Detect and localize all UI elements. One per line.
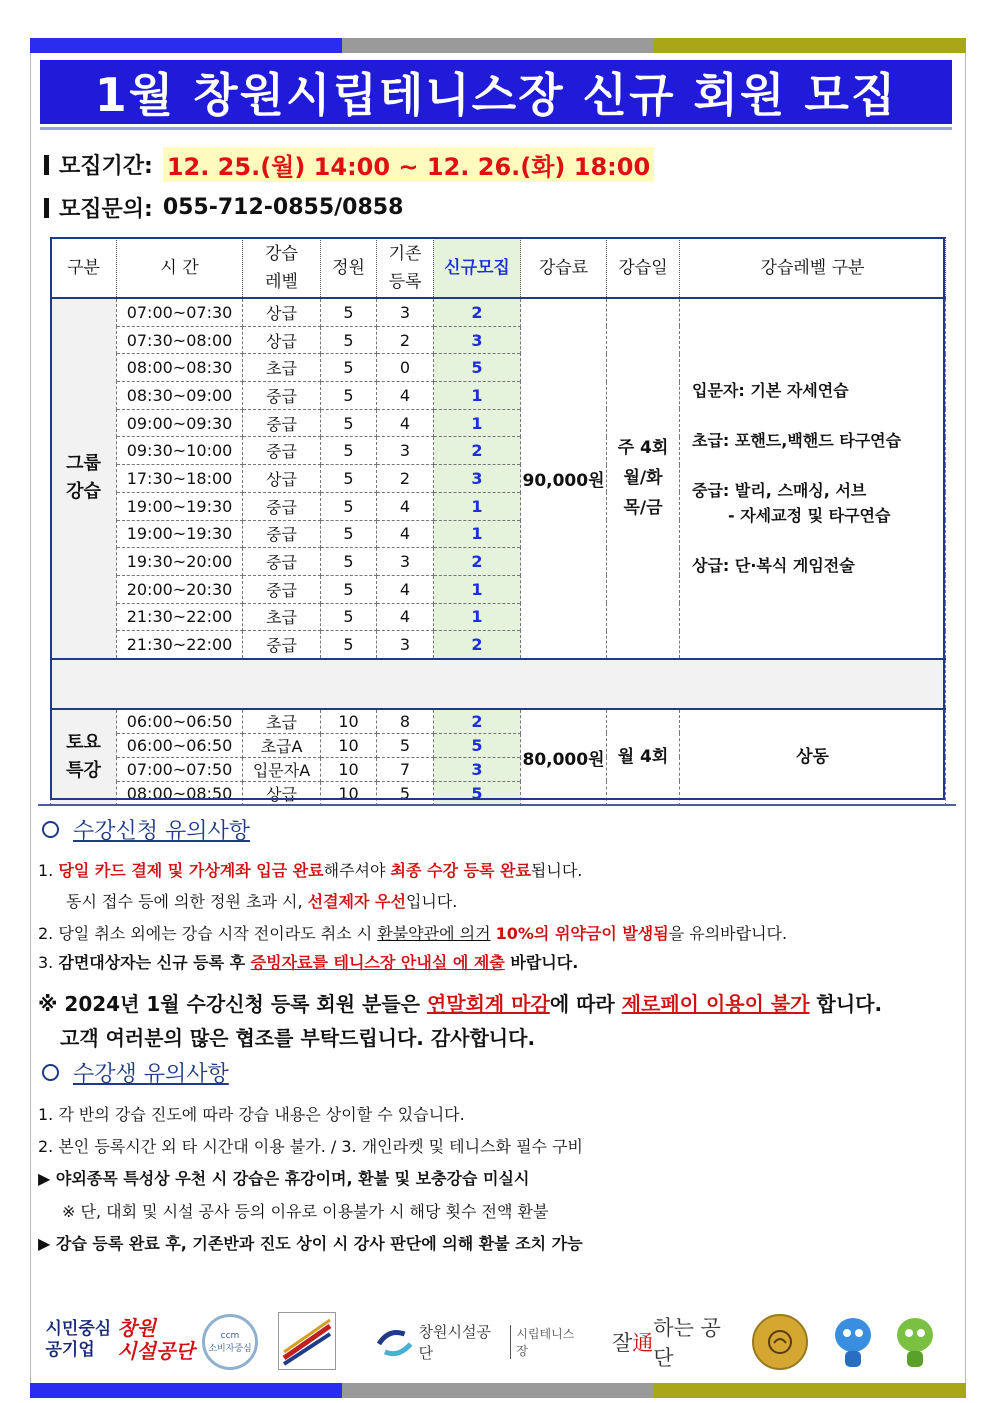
header-days: 강습일 (607, 238, 680, 299)
page-title-box (40, 60, 952, 124)
time-cell: 19:00~19:30 (117, 520, 243, 548)
level-cell: 초급 (243, 354, 321, 382)
time-cell: 07:30~08:00 (117, 326, 243, 354)
new-recruit-cell: 2 (434, 709, 521, 734)
time-cell: 21:30~22:00 (117, 603, 243, 631)
existing-cell: 4 (377, 603, 434, 631)
level-desc-novice: 초급: 포핸드,백핸드 타구연습 (692, 431, 902, 451)
saturday-level-cell: 상동 (680, 709, 946, 806)
time-cell: 17:30~18:00 (117, 465, 243, 493)
changwon-facilities-logo: 창원시설공단 시립테니스장 (375, 1320, 585, 1364)
header-capacity: 정원 (321, 238, 377, 299)
new-recruit-cell: 1 (434, 575, 521, 603)
header-category: 구분 (51, 238, 117, 299)
level-cell: 상급 (243, 781, 321, 805)
existing-cell: 4 (377, 575, 434, 603)
section-heading-application: 수강신청 유의사항 (42, 814, 250, 845)
new-recruit-cell: 1 (434, 382, 521, 410)
capacity-cell: 5 (321, 603, 377, 631)
existing-cell: 5 (377, 733, 434, 757)
existing-cell: 4 (377, 409, 434, 437)
section-heading-student: 수강생 유의사항 (42, 1057, 229, 1088)
group-category-cell: 그룹 강습 (51, 298, 117, 659)
time-cell: 08:30~09:00 (117, 382, 243, 410)
table-row (51, 298, 946, 326)
capacity-cell: 5 (321, 354, 377, 382)
contact-value: 055-712-0855/0858 (162, 195, 404, 220)
notice-line-1: 1. 당일 카드 결제 및 가상계좌 입금 완료해주셔야 최종 수강 등록 완료됩니다. (38, 861, 583, 880)
notice-line-4: 3. 감면대상자는 신규 등록 후 증빙자료를 테니스장 안내실 에 제출 바랍니다. (38, 953, 579, 972)
ccm-certification-logo: ccm 소비자중심 (202, 1314, 258, 1370)
new-recruit-cell: 2 (434, 298, 521, 326)
citizen-centered-logo: 시민중심 공기업 창원 시설공단 (45, 1316, 195, 1363)
existing-cell: 3 (377, 298, 434, 326)
time-cell: 19:30~20:00 (117, 548, 243, 576)
capacity-cell: 5 (321, 520, 377, 548)
group-fee-cell: 90,000원 (521, 298, 607, 659)
new-recruit-cell: 1 (434, 603, 521, 631)
capacity-cell: 5 (321, 492, 377, 520)
time-cell: 08:00~08:30 (117, 354, 243, 382)
level-description-cell (680, 298, 946, 659)
student-line-4: ※ 단, 대회 및 시설 공사 등의 이유로 이용불가 시 해당 횟수 전액 환불 (62, 1202, 549, 1221)
level-cell: 초급 (243, 603, 321, 631)
contact-label: 모집문의: (59, 197, 153, 222)
level-desc-intermediate-detail: - 자세교정 및 타구연습 (728, 506, 891, 526)
time-cell: 19:00~19:30 (117, 492, 243, 520)
recruit-period (44, 147, 654, 182)
time-cell: 09:30~10:00 (117, 437, 243, 465)
new-recruit-cell: 5 (434, 354, 521, 382)
title-underline (40, 127, 952, 130)
level-cell: 상급 (243, 298, 321, 326)
new-recruit-cell: 1 (434, 492, 521, 520)
existing-cell: 4 (377, 520, 434, 548)
time-cell: 08:00~08:50 (117, 781, 243, 805)
new-recruit-cell: 2 (434, 548, 521, 576)
time-cell: 07:00~07:50 (117, 757, 243, 781)
capacity-cell: 5 (321, 382, 377, 410)
mascot-blue-icon (828, 1312, 878, 1372)
level-cell: 중급 (243, 382, 321, 410)
human-rights-seal-icon (752, 1314, 808, 1370)
level-desc-advanced: 상급: 단·복식 게임전술 (692, 556, 855, 576)
bottom-color-bar (30, 1383, 966, 1398)
saturday-fee-cell: 80,000원 (521, 709, 607, 806)
level-cell: 초급 (243, 709, 321, 734)
table-underline (38, 804, 956, 806)
corp-emblem-icon (375, 1324, 414, 1360)
capacity-cell: 10 (321, 757, 377, 781)
level-cell: 상급 (243, 326, 321, 354)
capacity-cell: 5 (321, 326, 377, 354)
header-fee: 강습료 (521, 238, 607, 299)
existing-cell: 2 (377, 326, 434, 354)
student-line-3: ▶ 야외종목 특성상 우천 시 강습은 휴강이며, 환불 및 보충강습 미실시 (38, 1169, 530, 1188)
header-level: 강습 레벨 (243, 238, 321, 299)
header-level-desc: 강습레벨 구분 (680, 238, 946, 299)
header-new: 신규모집 (434, 238, 521, 299)
slogan-logo: 잘 通 하는 공단 (612, 1316, 721, 1370)
level-cell: 중급 (243, 548, 321, 576)
new-recruit-cell: 2 (434, 631, 521, 659)
capacity-cell: 5 (321, 465, 377, 493)
capacity-cell: 5 (321, 437, 377, 465)
capacity-cell: 10 (321, 781, 377, 805)
existing-cell: 5 (377, 781, 434, 805)
existing-cell: 7 (377, 757, 434, 781)
time-cell: 06:00~06:50 (117, 709, 243, 734)
existing-cell: 8 (377, 709, 434, 734)
existing-cell: 3 (377, 548, 434, 576)
capacity-cell: 5 (321, 631, 377, 659)
level-cell: 상급 (243, 465, 321, 493)
saturday-category-cell: 토요 특강 (51, 709, 117, 806)
existing-cell: 3 (377, 437, 434, 465)
existing-cell: 2 (377, 465, 434, 493)
mascot-green-icon (888, 1312, 942, 1372)
circle-bullet-icon (42, 1064, 59, 1081)
capacity-cell: 5 (321, 575, 377, 603)
existing-cell: 3 (377, 631, 434, 659)
header-time: 시 간 (117, 238, 243, 299)
footer-logos (40, 1310, 952, 1376)
circle-bullet-icon (42, 821, 59, 838)
notice-line-2: 동시 접수 등에 의한 정원 초과 시, 선결제자 우선입니다. (66, 892, 458, 911)
capacity-cell: 5 (321, 409, 377, 437)
time-cell: 20:00~20:30 (117, 575, 243, 603)
time-cell: 21:30~22:00 (117, 631, 243, 659)
bullet-mark (44, 155, 49, 175)
capacity-cell: 10 (321, 709, 377, 734)
student-line-2: 2. 본인 등록시간 외 타 시간대 이용 불가. / 3. 개인라켓 및 테니스화 필수 구비 (38, 1137, 583, 1156)
new-recruit-cell: 1 (434, 520, 521, 548)
new-recruit-cell: 5 (434, 733, 521, 757)
capacity-cell: 10 (321, 733, 377, 757)
level-cell: 중급 (243, 520, 321, 548)
recruit-contact (44, 192, 403, 223)
table-spacer-row (51, 659, 946, 709)
table-header-row (51, 238, 946, 299)
notice-line-5: ※ 2024년 1월 수강신청 등록 회원 분들은 연말회계 마감에 따라 제로페이 이용이 불가 합니다. (38, 992, 883, 1016)
bullet-mark (44, 198, 49, 218)
new-recruit-cell: 3 (434, 326, 521, 354)
student-line-1: 1. 각 반의 강습 진도에 따라 강습 내용은 상이할 수 있습니다. (38, 1105, 465, 1124)
page-title: 1월 창원시립테니스장 신규 회원 모집 (94, 68, 898, 122)
level-cell: 초급A (243, 733, 321, 757)
student-line-5: ▶ 강습 등록 완료 후, 기존반과 진도 상이 시 강사 판단에 의해 환불 조치 가능 (38, 1234, 583, 1253)
new-recruit-cell: 3 (434, 757, 521, 781)
period-value: 12. 25.(월) 14:00 ~ 12. 26.(화) 18:00 (163, 147, 654, 182)
level-desc-intermediate: 중급: 발리, 스매싱, 서브 (692, 481, 867, 501)
time-cell: 09:00~09:30 (117, 409, 243, 437)
level-desc-beginner: 입문자: 기본 자세연습 (692, 381, 849, 401)
new-recruit-cell: 5 (434, 781, 521, 805)
time-cell: 07:00~07:30 (117, 298, 243, 326)
capacity-cell: 5 (321, 298, 377, 326)
period-label: 모집기간: (59, 154, 153, 179)
level-cell: 중급 (243, 492, 321, 520)
top-color-bar (30, 38, 966, 53)
notice-line-3: 2. 당일 취소 외에는 강습 시작 전이라도 취소 시 환불약관에 의거 10%의 위약금이 발생됨을 유의바랍니다. (38, 924, 788, 943)
level-cell: 중급 (243, 631, 321, 659)
existing-cell: 4 (377, 382, 434, 410)
header-existing: 기존 등록 (377, 238, 434, 299)
new-recruit-cell: 1 (434, 409, 521, 437)
level-cell: 중급 (243, 575, 321, 603)
time-cell: 06:00~06:50 (117, 733, 243, 757)
table-row (51, 709, 946, 734)
notice-line-6: 고객 여러분의 많은 협조를 부탁드립니다. 감사합니다. (60, 1026, 536, 1050)
service-quality-badge-icon (278, 1312, 336, 1370)
level-cell: 중급 (243, 437, 321, 465)
existing-cell: 4 (377, 492, 434, 520)
schedule-table (50, 237, 946, 806)
saturday-days-cell: 월 4회 (607, 709, 680, 806)
capacity-cell: 5 (321, 548, 377, 576)
level-cell: 중급 (243, 409, 321, 437)
group-days-cell: 주 4회 월/화 목/금 (607, 298, 680, 659)
existing-cell: 0 (377, 354, 434, 382)
level-cell: 입문자A (243, 757, 321, 781)
new-recruit-cell: 3 (434, 465, 521, 493)
new-recruit-cell: 2 (434, 437, 521, 465)
